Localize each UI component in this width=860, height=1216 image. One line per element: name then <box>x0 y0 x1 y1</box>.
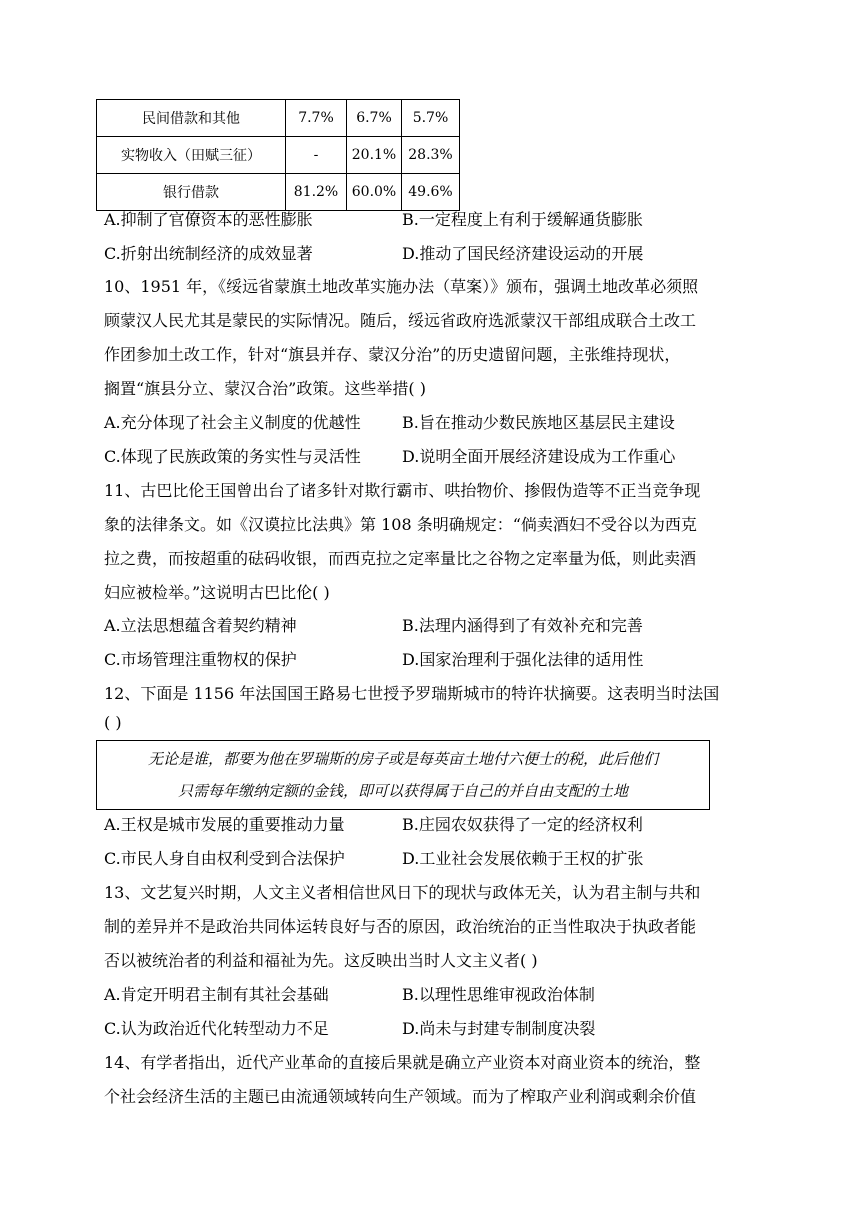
q11-option-d: D.国家治理利于强化法律的适用性 <box>402 650 644 669</box>
table-cell: - <box>286 137 347 174</box>
table-cell: 49.6% <box>402 174 460 211</box>
q10-stem-line: 搁置“旗县分立、蒙汉合治”政策。这些举措( ) <box>104 379 426 398</box>
q12-option-a: A.王权是城市发展的重要推动力量 <box>104 815 345 834</box>
table-cell: 28.3% <box>402 137 460 174</box>
q10-option-d: D.说明全面开展经济建设成为工作重心 <box>402 447 676 466</box>
q13-option-b: B.以理性思维审视政治体制 <box>402 985 595 1004</box>
q10-option-c: C.体现了民族政策的务实性与灵活性 <box>104 447 361 466</box>
q11-option-b: B.法理内涵得到了有效补充和完善 <box>402 616 643 635</box>
table-cell: 20.1% <box>347 137 402 174</box>
q12-option-b: B.庄园农奴获得了一定的经济权利 <box>402 815 643 834</box>
q14-stem-line: 14、有学者指出，近代产业革命的直接后果就是确立产业资本对商业资本的统治，整 <box>104 1053 701 1072</box>
table-cell: 7.7% <box>286 100 347 137</box>
q10-stem-line: 顾蒙汉人民尤其是蒙民的实际情况。随后，绥远省政府选派蒙汉干部组成联合土改工 <box>104 311 697 330</box>
q11-stem-line: 11、古巴比伦王国曾出台了诸多针对欺行霸市、哄抬物价、掺假伪造等不正当竞争现 <box>104 481 701 500</box>
charter-excerpt-box <box>96 740 710 810</box>
q11-stem-line: 拉之费，而按超重的砝码收银，而西克拉之定率量比之谷物之定率量为低，则此卖酒 <box>104 549 697 568</box>
q10-option-b: B.旨在推动少数民族地区基层民主建设 <box>402 413 675 432</box>
fiscal-source-table <box>96 99 460 211</box>
q12-option-d: D.工业社会发展依赖于王权的扩张 <box>402 849 644 868</box>
table-cell: 银行借款 <box>97 174 286 211</box>
q13-stem-line: 制的差异并不是政治共同体运转良好与否的原因，政治统治的正当性取决于执政者能 <box>104 917 697 936</box>
q11-option-a: A.立法思想蕴含着契约精神 <box>104 616 297 635</box>
table-cell: 民间借款和其他 <box>97 100 286 137</box>
q9-option-c: C.折射出统制经济的成效显著 <box>104 244 313 263</box>
q13-stem-line: 否以被统治者的利益和福祉为先。这反映出当时人文主义者( ) <box>104 951 538 970</box>
table-cell: 实物收入（田赋三征） <box>97 137 286 174</box>
table-row <box>97 137 460 174</box>
q11-option-c: C.市场管理注重物权的保护 <box>104 650 297 669</box>
charter-excerpt-line: 只需每年缴纳定额的金钱，即可以获得属于自己的并自由支配的土地 <box>177 782 628 800</box>
q13-option-d: D.尚未与封建专制制度决裂 <box>402 1019 596 1038</box>
table-cell: 5.7% <box>402 100 460 137</box>
q10-option-a: A.充分体现了社会主义制度的优越性 <box>104 413 361 432</box>
q12-stem-line: ( ) <box>104 713 122 732</box>
table-row <box>97 174 460 211</box>
table-cell: 81.2% <box>286 174 347 211</box>
q9-option-d: D.推动了国民经济建设运动的开展 <box>402 244 644 263</box>
q12-option-c: C.市民人身自由权利受到合法保护 <box>104 849 345 868</box>
q10-stem-line: 10、1951 年，《绥远省蒙旗土地改革实施办法（草案）》颁布，强调土地改革必须照 <box>104 277 699 296</box>
table-row <box>97 100 460 137</box>
q11-stem-line: 妇应被检举。”这说明古巴比伦( ) <box>104 583 330 602</box>
q13-option-c: C.认为政治近代化转型动力不足 <box>104 1019 329 1038</box>
table-cell: 60.0% <box>347 174 402 211</box>
q9-option-b: B.一定程度上有利于缓解通货膨胀 <box>402 210 643 229</box>
q9-option-a: A.抑制了官僚资本的恶性膨胀 <box>104 210 313 229</box>
table-cell: 6.7% <box>347 100 402 137</box>
q14-stem-line: 个社会经济生活的主题已由流通领域转向生产领域。而为了榨取产业利润或剩余价值 <box>104 1087 697 1106</box>
charter-excerpt-line: 无论是谁，都要为他在罗瑞斯的房子或是每英亩土地付六便士的税，此后他们 <box>147 750 658 768</box>
q10-stem-line: 作团参加土改工作，针对“旗县并存、蒙汉分治”的历史遗留问题，主张维持现状， <box>104 345 681 364</box>
q11-stem-line: 象的法律条文。如《汉谟拉比法典》第 108 条明确规定：“倘卖酒妇不受谷以为西克 <box>104 515 697 534</box>
q13-option-a: A.肯定开明君主制有其社会基础 <box>104 985 329 1004</box>
q12-stem-line: 12、下面是 1156 年法国国王路易七世授予罗瑞斯城市的特许状摘要。这表明当时法国 <box>104 684 720 703</box>
q13-stem-line: 13、文艺复兴时期，人文主义者相信世风日下的现状与政体无关，认为君主制与共和 <box>104 883 701 902</box>
